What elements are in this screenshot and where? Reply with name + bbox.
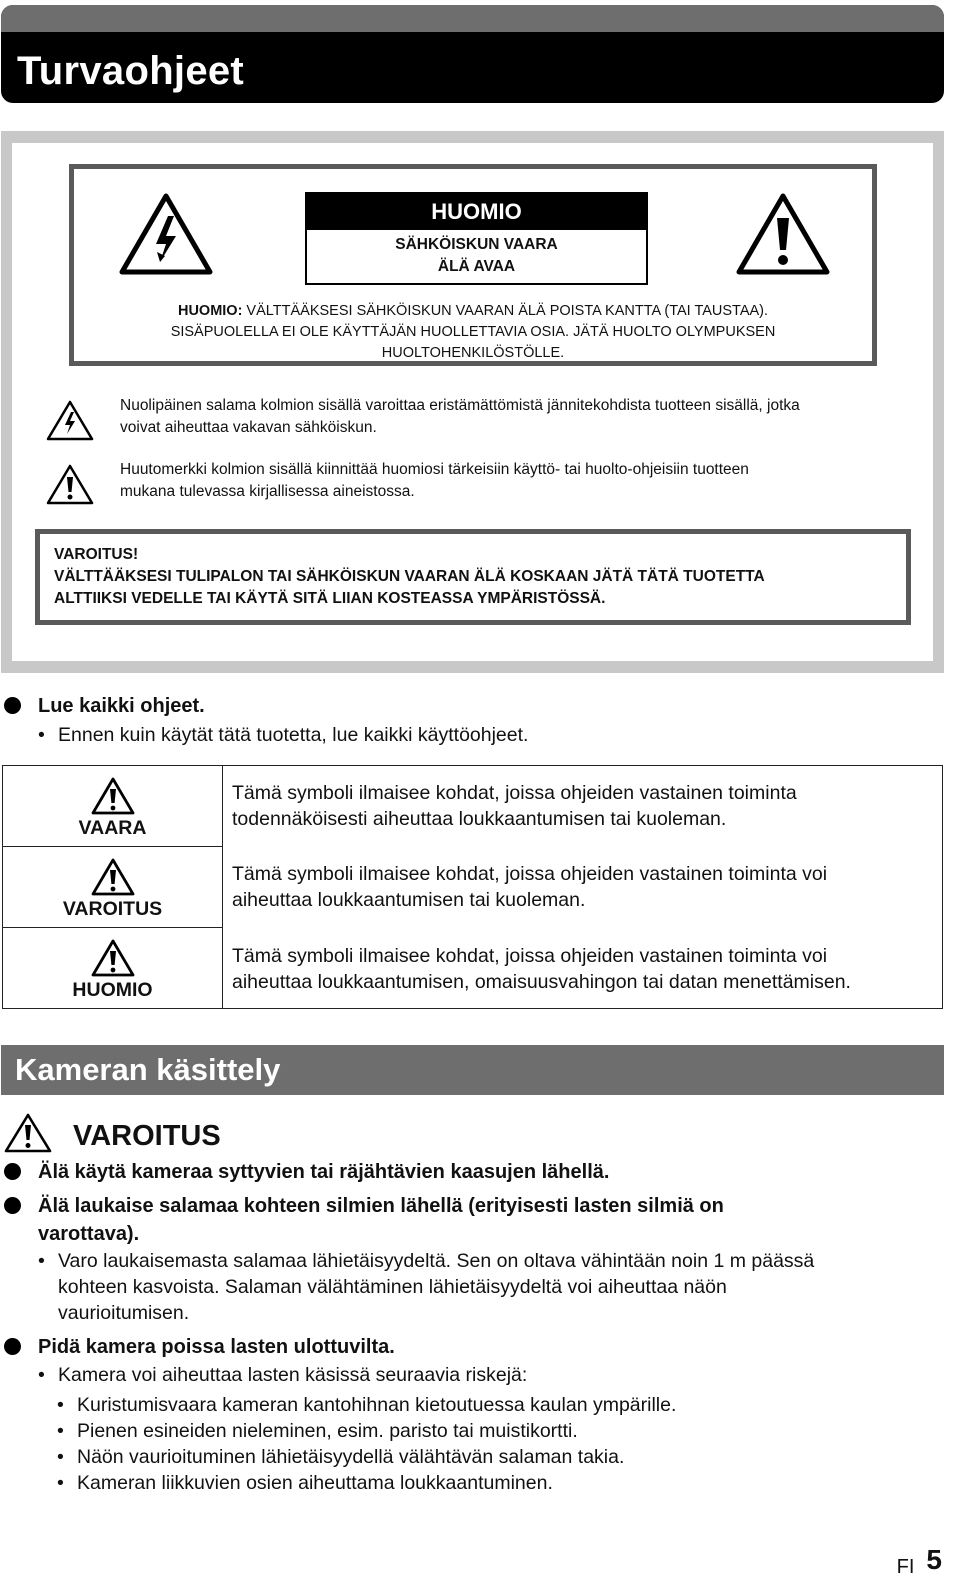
bullet-icon: •	[57, 1472, 64, 1494]
bullet-icon: •	[38, 1364, 45, 1386]
varoitus-frame	[35, 529, 911, 625]
risk-item	[57, 1418, 578, 1444]
camera-item-3	[4, 1333, 395, 1361]
risk-item	[57, 1444, 624, 1470]
huomio-box	[305, 192, 648, 285]
symbol-cell-varoitus	[3, 847, 222, 928]
exclamation-triangle-icon	[46, 463, 94, 505]
symbol-table	[2, 765, 943, 1009]
read-all-heading-text: Lue kaikki ohjeet.	[38, 695, 205, 717]
lightning-info-line1: Nuolipäinen salama kolmion sisällä varoittaa eristämättömistä jännitekohdista tuotteen sisällä, jotka	[120, 397, 800, 414]
symbol-desc-vaara	[232, 780, 932, 832]
risk-item-text: Näön vaurioituminen lähietäisyydellä välähtävän salaman takia.	[77, 1446, 625, 1468]
caution-panel-inner	[12, 143, 933, 661]
symbol-desc-huomio	[232, 943, 932, 995]
camera-item-3-sub	[38, 1362, 527, 1388]
bullet-dot-icon	[4, 1197, 21, 1214]
huomio-box-line2: ÄLÄ AVAA	[437, 258, 516, 275]
lightning-info-line2: voivat aiheuttaa vakavan sähköiskun.	[120, 419, 377, 436]
huomio-notice	[74, 301, 872, 364]
symbol-cell-huomio	[3, 928, 222, 1009]
risk-item	[57, 1392, 676, 1418]
symbol-desc-line: aiheuttaa loukkaantumisen tai kuoleman.	[232, 889, 586, 911]
bullet-icon: •	[57, 1420, 64, 1442]
read-all-bullet	[38, 722, 528, 748]
risk-item-text: Pienen esineiden nieleminen, esim. paristo tai muistikortti.	[77, 1420, 578, 1442]
symbol-cell-vaara	[3, 766, 222, 847]
camera-item-2-sub-line1: Varo laukaisemasta salamaa lähietäisyydeltä. Sen on oltava vähintään noin 1 m päässä	[58, 1250, 815, 1272]
lightning-triangle-icon	[118, 192, 214, 276]
exclamation-triangle-icon	[91, 857, 135, 897]
bullet-icon: •	[57, 1394, 64, 1416]
symbol-desc-line: Tämä symboli ilmaisee kohdat, joissa ohjeiden vastainen toiminta voi	[232, 863, 828, 885]
read-all-bullet-text: Ennen kuin käytät tätä tuotetta, lue kaikki käyttöohjeet.	[58, 724, 529, 746]
bullet-icon: •	[38, 724, 45, 746]
camera-item-2-sub-line2: kohteen kasvoista. Salaman välähtäminen lähietäisyydeltä voi aiheuttaa näön	[58, 1276, 727, 1298]
camera-item-2-line2: varottava).	[38, 1223, 140, 1245]
section-title: Kameran käsittely	[15, 1052, 281, 1087]
table-divider	[222, 766, 223, 1008]
symbol-desc-line: todennäköisesti aiheuttaa loukkaantumisen tai kuoleman.	[232, 808, 727, 830]
camera-item-2	[4, 1192, 724, 1248]
huomio-notice-line3: HUOLTOHENKILÖSTÖLLE.	[381, 345, 565, 361]
varoitus-line2: ALTTIIKSI VEDELLE TAI KÄYTÄ SITÄ LIIAN KOSTEASSA YMPÄRISTÖSSÄ.	[54, 590, 606, 607]
camera-item-1	[4, 1158, 609, 1186]
camera-item-3-sub-text: Kamera voi aiheuttaa lasten käsissä seuraavia riskejä:	[58, 1364, 528, 1386]
varoitus-line1: VÄLTTÄÄKSESI TULIPALON TAI SÄHKÖISKUN VAARAN ÄLÄ KOSKAAN JÄTÄ TÄTÄ TUOTETTA	[54, 568, 765, 585]
bullet-dot-icon	[4, 1163, 21, 1180]
risk-item	[57, 1470, 553, 1496]
bullet-icon: •	[38, 1250, 45, 1272]
camera-item-2-sub-line3: vaurioitumisen.	[58, 1302, 190, 1324]
symbol-desc-varoitus	[232, 861, 932, 913]
bullet-dot-icon	[4, 1338, 21, 1355]
bullet-icon: •	[57, 1446, 64, 1468]
risk-item-text: Kameran liikkuvien osien aiheuttama loukkaantuminen.	[77, 1472, 553, 1494]
camera-item-2-sub	[38, 1248, 814, 1326]
exclamation-info-line1: Huutomerkki kolmion sisällä kiinnittää huomiosi tärkeisiin käyttö- tai huolto-ohjeisiin tuotteen	[120, 461, 749, 478]
read-all-heading	[4, 692, 205, 720]
lightning-triangle-icon	[46, 399, 94, 441]
symbol-label-varoitus: VAROITUS	[62, 898, 163, 920]
page-language: FI	[896, 1556, 915, 1578]
varoitus-heading-text: VAROITUS	[73, 1120, 221, 1152]
exclamation-triangle-icon	[91, 938, 135, 978]
bullet-dot-icon	[4, 697, 21, 714]
caution-panel	[1, 131, 944, 673]
camera-item-2-line1: Älä laukaise salamaa kohteen silmien lähellä (erityisesti lasten silmiä on	[38, 1195, 724, 1217]
huomio-frame	[69, 164, 877, 366]
symbol-label-huomio: HUOMIO	[72, 979, 153, 1001]
page-number	[822, 1542, 942, 1582]
symbol-label-vaara: VAARA	[78, 817, 147, 839]
risk-item-text: Kuristumisvaara kameran kantohihnan kietoutuessa kaulan ympärille.	[77, 1394, 677, 1416]
camera-item-3-text: Pidä kamera poissa lasten ulottuvilta.	[38, 1336, 395, 1358]
huomio-notice-label: HUOMIO:	[177, 303, 243, 319]
symbol-desc-line: Tämä symboli ilmaisee kohdat, joissa ohjeiden vastainen toiminta voi	[232, 945, 828, 967]
page-title: Turvaohjeet	[17, 49, 245, 93]
section-bar	[1, 1045, 944, 1095]
huomio-notice-line2: SISÄPUOLELLA EI OLE KÄYTTÄJÄN HUOLLETTAVIA OSIA. JÄTÄ HUOLTO OLYMPUKSEN	[170, 324, 776, 340]
huomio-box-line1: SÄHKÖISKUN VAARA	[395, 236, 558, 253]
varoitus-heading	[4, 1112, 304, 1158]
huomio-box-title: HUOMIO	[307, 194, 646, 230]
title-bar-stripe	[1, 5, 944, 32]
exclamation-triangle-icon	[735, 192, 831, 276]
symbol-desc-line: Tämä symboli ilmaisee kohdat, joissa ohjeiden vastainen toiminta	[232, 782, 797, 804]
exclamation-triangle-icon	[4, 1112, 52, 1154]
symbol-desc-line: aiheuttaa loukkaantumisen, omaisuusvahingon tai datan menettämisen.	[232, 971, 851, 993]
varoitus-title: VAROITUS!	[54, 546, 139, 563]
camera-item-1-text: Älä käytä kameraa syttyvien tai räjähtävien kaasujen lähellä.	[38, 1161, 610, 1183]
exclamation-info-line2: mukana tulevassa kirjallisessa aineistossa.	[120, 483, 415, 500]
huomio-notice-line1: VÄLTTÄÄKSESI SÄHKÖISKUN VAARAN ÄLÄ POISTA KANTTA (TAI TAUSTAA).	[242, 303, 769, 319]
title-bar	[1, 5, 944, 103]
page-number-value: 5	[926, 1544, 942, 1575]
exclamation-triangle-icon	[91, 776, 135, 816]
